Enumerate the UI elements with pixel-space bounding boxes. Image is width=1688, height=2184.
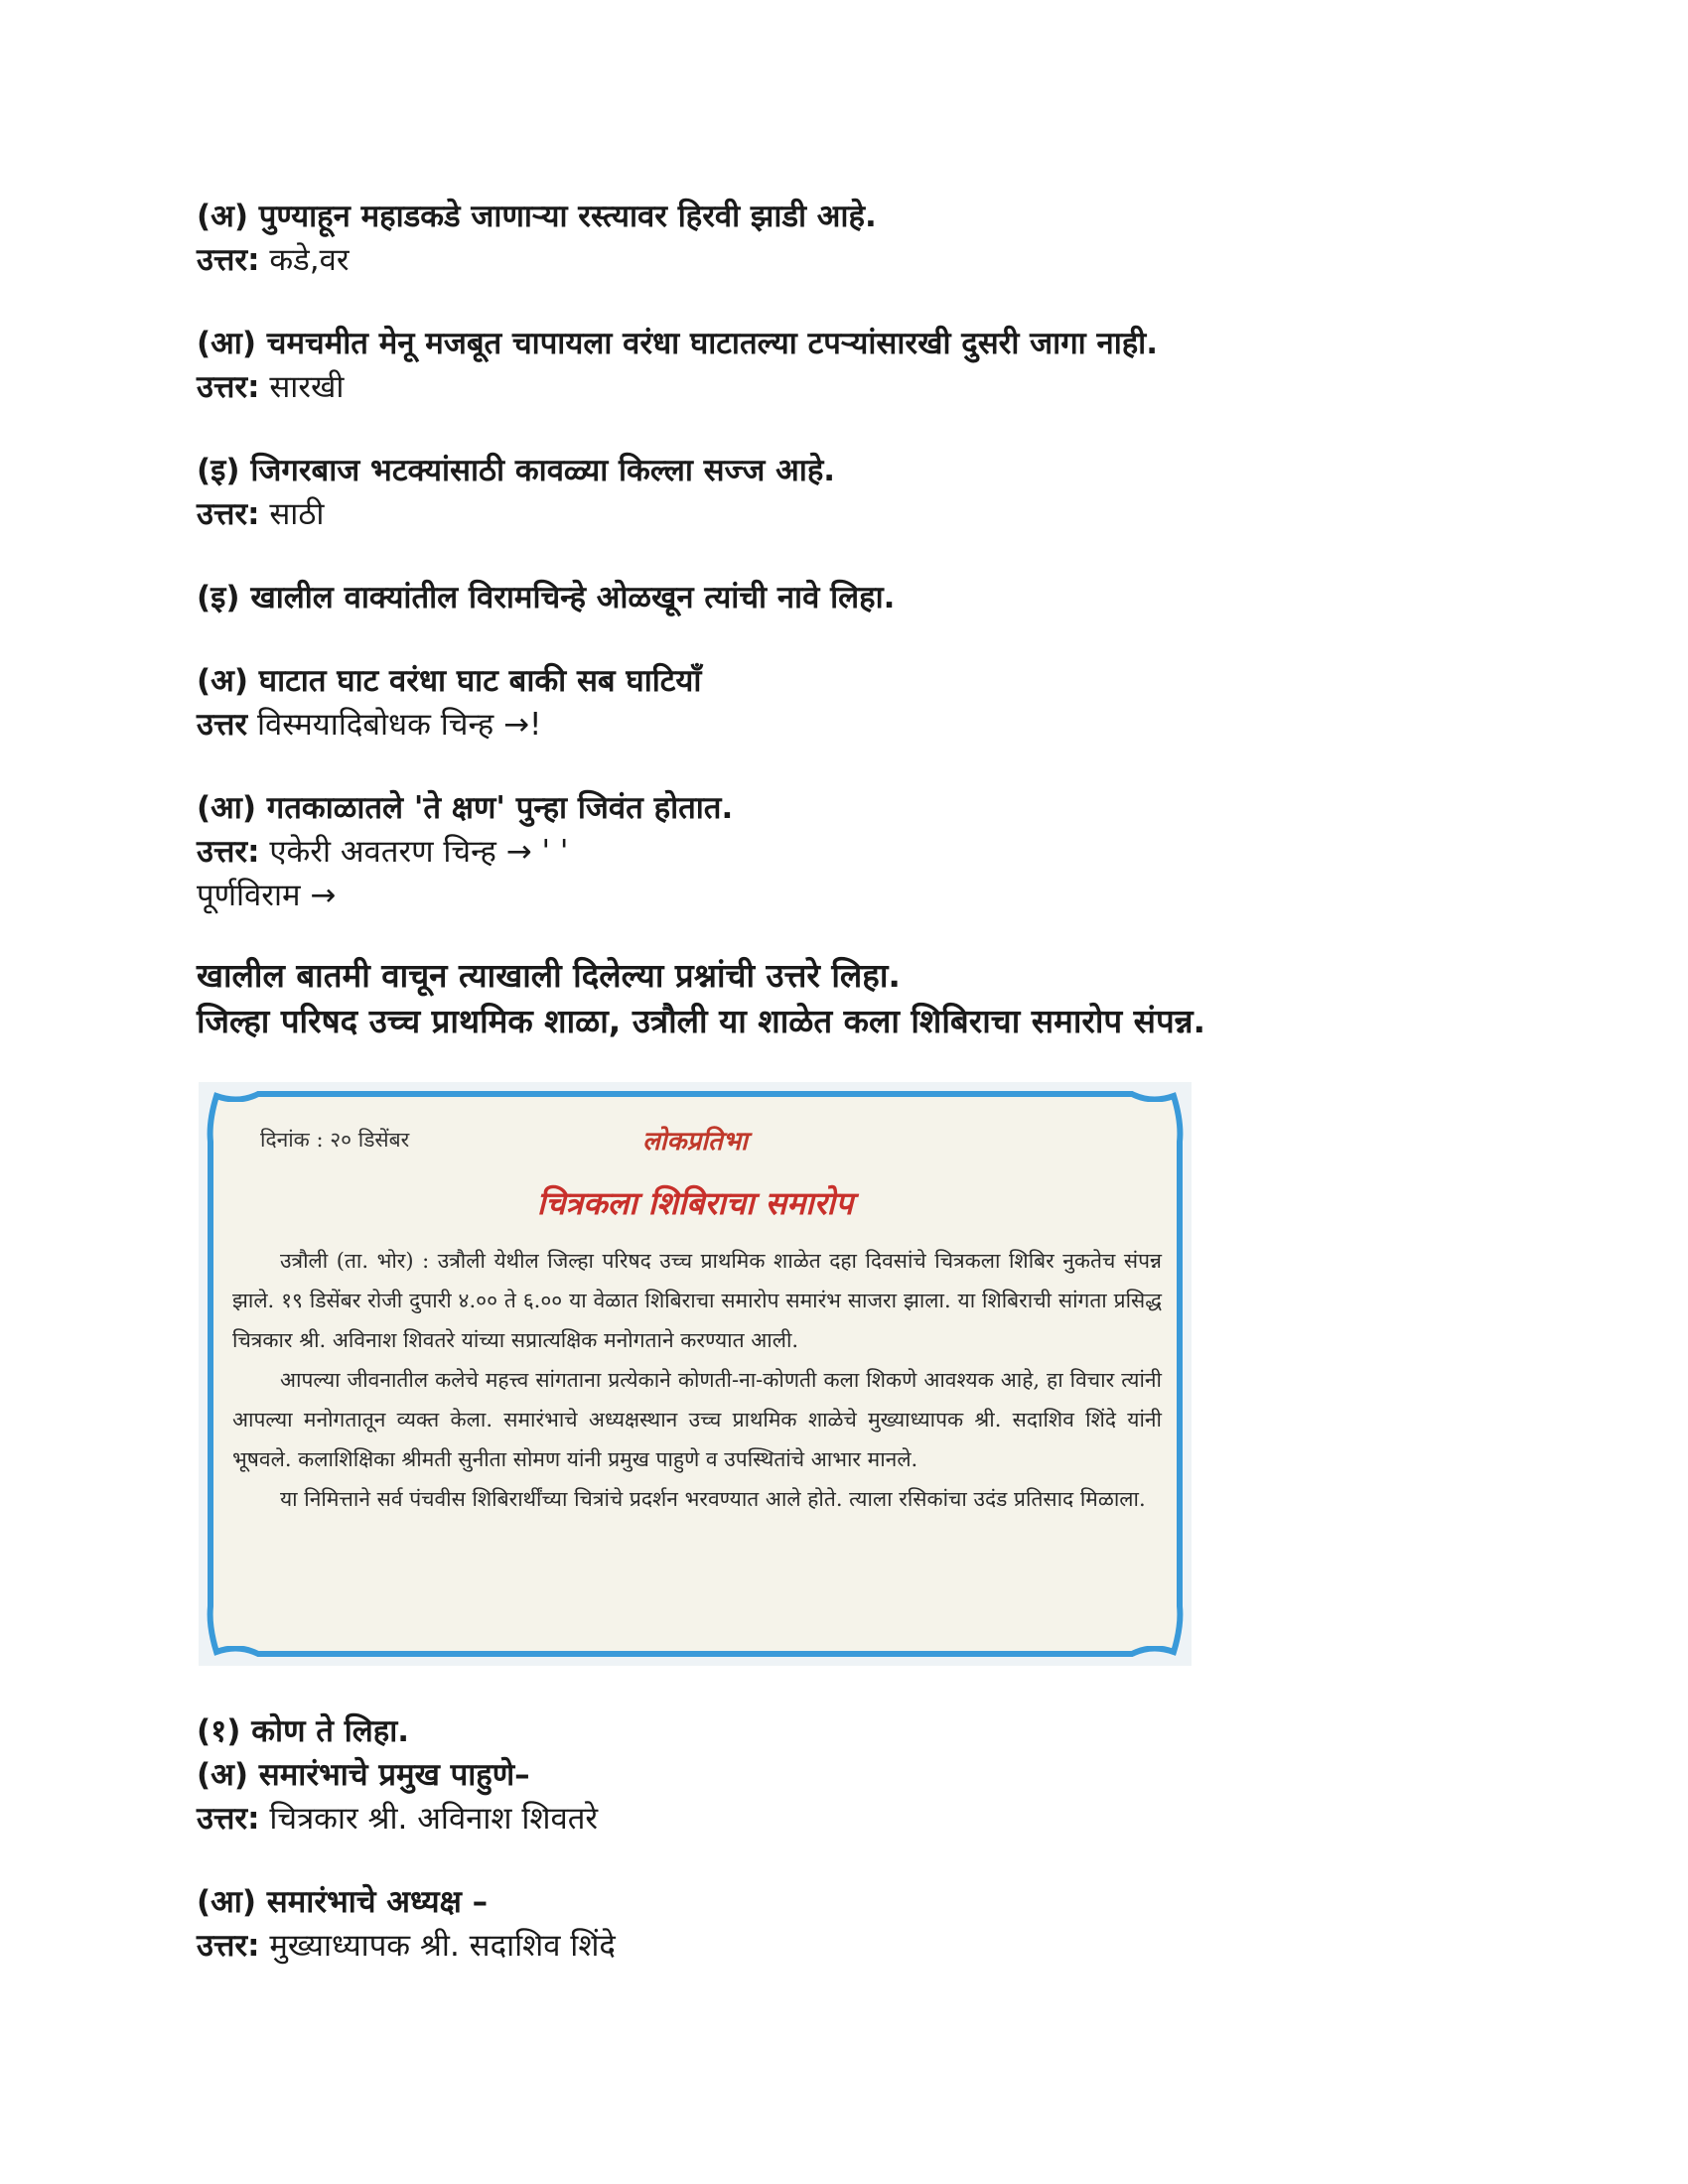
answer-text: विस्मयादिबोधक चिन्ह →!	[247, 707, 542, 743]
answer-6	[197, 1797, 1487, 1841]
news-paragraph-2: आपल्या जीवनातील कलेचे महत्त्व सांगताना प्रत्येकाने कोणती-ना-कोणती कला शिकणे आवश्यक आहे, हा विचार त्यांनी आपल्या मनोगतातून व्यक्त केला. समारंभाचे अध्यक्षस्थान उच्च प्राथमिक शाळेचे मुख्याध्यापक श्री. सदाशिव शिंदे यांनी भूषवले. कलाशिक्षिका श्रीमती सुनीता सोमण यांनी प्रमुख पाहुणे व उपस्थितांचे आभार मानले.	[232, 1368, 1162, 1471]
answer-label: उत्तर:	[197, 496, 260, 532]
answer-label: उत्तर:	[197, 242, 260, 278]
answer-7	[197, 1924, 1487, 1968]
news-clipping	[199, 1082, 1192, 1666]
document-page	[197, 195, 1487, 1968]
answer-3	[197, 492, 1487, 536]
answer-label: उत्तर:	[197, 834, 260, 870]
question-4: (अ) घाटात घाट वरंधा घाट बाकी सब घाटियाँ	[197, 663, 702, 699]
question-5: (आ) गतकाळातले 'ते क्षण' पुन्हा जिवंत होतात.	[197, 790, 734, 826]
question-7: (आ) समारंभाचे अध्यक्ष –	[197, 1884, 489, 1920]
answer-text: एकेरी अवतरण चिन्ह → ' '	[259, 834, 569, 870]
answer-1	[197, 238, 1487, 282]
who-section-heading: (१) कोण ते लिहा.	[197, 1713, 410, 1749]
news-paragraph-3: या निमित्ताने सर्व पंचवीस शिबिरार्थींच्या चित्रांचे प्रदर्शन भरवण्यात आले होते. त्याला रसिकांचा उदंड प्रतिसाद मिळाला.	[280, 1487, 1146, 1511]
answer-5	[197, 830, 1487, 874]
question-2: (आ) चमचमीत मेनू मजबूत चापायला वरंधा घाटातल्या टपऱ्यांसारखी दुसरी जागा नाही.	[197, 326, 1158, 361]
news-paragraph-1: उत्रौली (ता. भोर) : उत्रौली येथील जिल्हा परिषद उच्च प्राथमिक शाळेत दहा दिवसांचे चित्रकला शिबिर नुकतेच संपन्न झाले. १९ डिसेंबर रोजी दुपारी ४.०० ते ६.०० या वेळात शिबिराचा समारोप समारंभ साजरा झाला. या शिबिराची सांगता प्रसिद्ध चित्रकार श्री. अविनाश शिवतरे यांच्या सप्रात्यक्षिक मनोगताने करण्यात आली.	[232, 1249, 1162, 1352]
answer-text: सारखी	[259, 369, 345, 405]
answer-text: कडे,वर	[259, 242, 350, 278]
clipping-date: दिनांक : २० डिसेंबर	[260, 1128, 410, 1152]
question-3: (इ) जिगरबाज भटक्यांसाठी कावळ्या किल्ला सज्ज आहे.	[197, 453, 836, 488]
answer-5-line-2: पूर्णविराम →	[197, 878, 337, 913]
news-section-subheading: जिल्हा परिषद उच्च प्राथमिक शाळा, उत्रौली या शाळेत कला शिबिराचा समारोप संपन्न.	[197, 1002, 1206, 1040]
news-body	[232, 1241, 1162, 1519]
answer-4	[197, 703, 1487, 747]
answer-label: उत्तर:	[197, 1928, 260, 1964]
question-1: (अ) पुण्याहून महाडकडे जाणाऱ्या रस्त्यावर हिरवी झाडी आहे.	[197, 199, 877, 234]
answer-label: उत्तर:	[197, 369, 260, 405]
answer-text: साठी	[259, 496, 325, 532]
answer-label: उत्तर:	[197, 1801, 260, 1837]
answer-text: चित्रकार श्री. अविनाश शिवतरे	[259, 1801, 599, 1837]
news-headline: चित्रकला शिबिराचा समारोप	[536, 1184, 854, 1222]
answer-label: उत्तर	[197, 707, 248, 743]
question-6: (अ) समारंभाचे प्रमुख पाहुणे–	[197, 1757, 530, 1793]
punctuation-section-heading: (इ) खालील वाक्यांतील विरामचिन्हे ओळखून त्यांची नावे लिहा.	[197, 580, 896, 615]
answer-text: मुख्याध्यापक श्री. सदाशिव शिंदे	[259, 1928, 616, 1964]
answer-2	[197, 365, 1487, 409]
clipping-content	[218, 1102, 1172, 1646]
news-section-heading: खालील बातमी वाचून त्याखाली दिलेल्या प्रश्नांची उत्तरे लिहा.	[197, 956, 901, 995]
newspaper-name: लोकप्रतिभा	[642, 1127, 748, 1157]
